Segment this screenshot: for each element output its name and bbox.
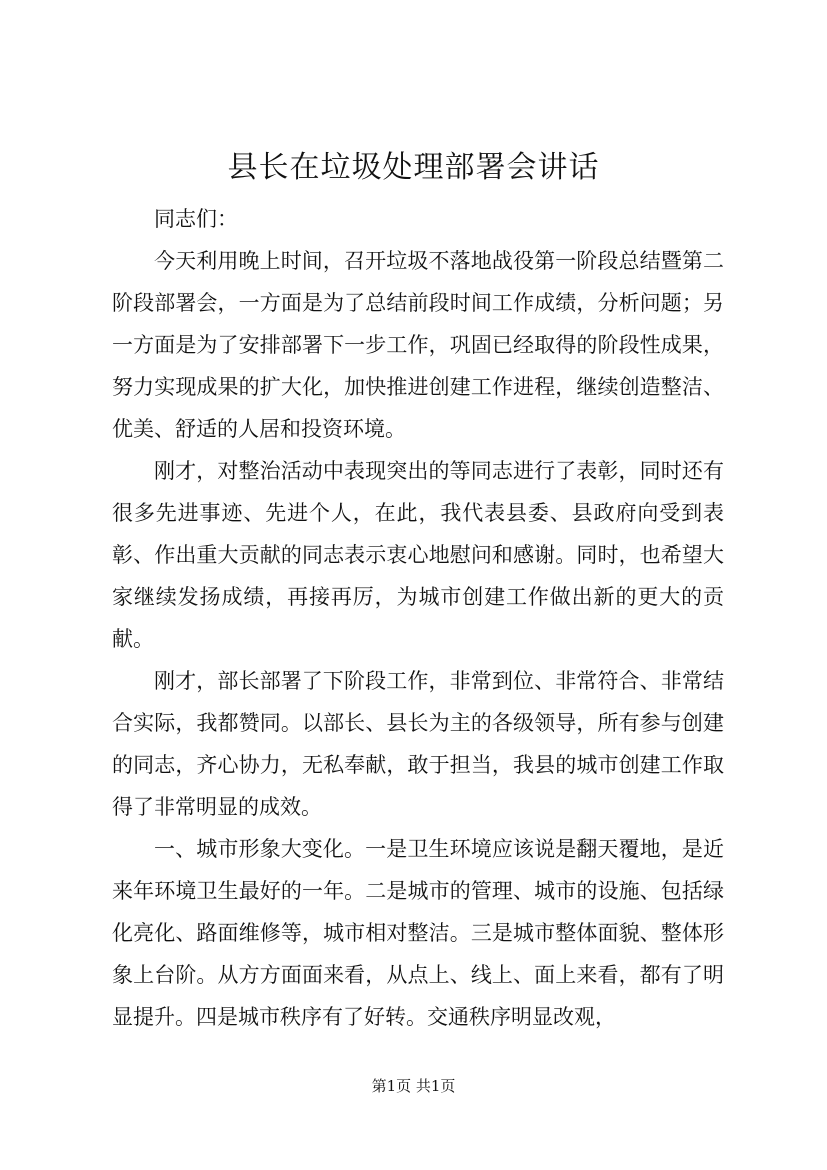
body-paragraph-1: 今天利用晚上时间，召开垃圾不落地战役第一阶段总结暨第二阶段部署会，一方面是为了总结前段时间工作成绩，分析问题；另一方面是为了安排部署下一步工作，巩固已经取得的阶段性成果，努力实现成果的扩大化，加快推进创建工作进程，继续创造整洁、优美、舒适的人居和投资环境。 [112,249,724,441]
body-paragraph-4: 一、城市形象大变化。一是卫生环境应该说是翻天覆地，是近来年环境卫生最好的一年。二是城市的管理、城市的设施、包括绿化亮化、路面维修等，城市相对整洁。三是城市整体面貌、整体形象上台阶。从方方面面来看，从点上、线上、面上来看，都有了明显提升。四是城市秩序有了好转。交通秩序明显改观， [112,837,724,1029]
salutation-paragraph: 同志们： [154,207,238,231]
body-paragraph-2: 刚才，对整治活动中表现突出的等同志进行了表彰，同时还有很多先进事迹、先进个人，在此，我代表县委、县政府向受到表彰、作出重大贡献的同志表示衷心地慰问和感谢。同时，也希望大家继续发扬成绩，再接再厉，为城市创建工作做出新的更大的贡献。 [112,459,724,651]
page-number-footer: 第1页 共1页 [371,1077,456,1095]
document-title: 县长在垃圾处理部署会讲话 [227,150,600,185]
body-paragraph-3: 刚才，部长部署了下阶段工作，非常到位、非常符合、非常结合实际，我都赞同。以部长、县长为主的各级领导，所有参与创建的同志，齐心协力，无私奉献，敢于担当，我县的城市创建工作取得了非常明显的成效。 [112,669,724,819]
document-body [112,198,724,1038]
